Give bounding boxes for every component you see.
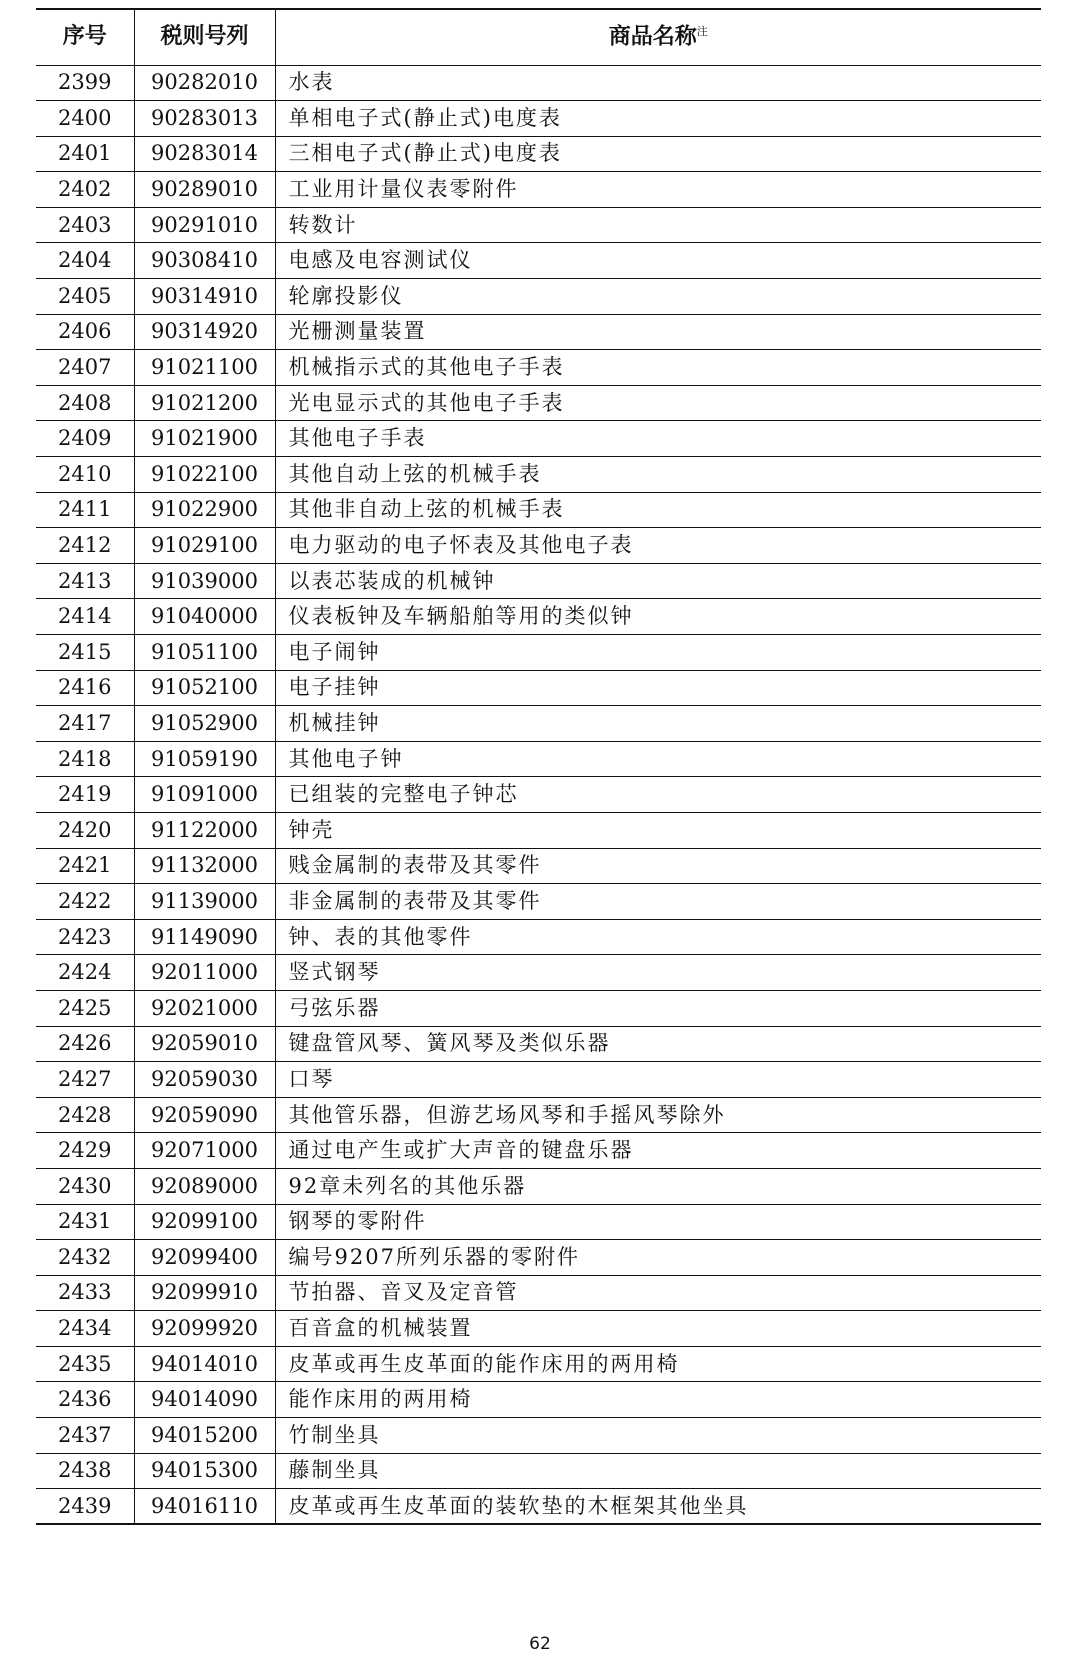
row-name: 单相电子式(静止式)电度表 — [275, 101, 1041, 137]
row-seq: 2434 — [36, 1311, 134, 1347]
header-name-cell — [275, 9, 1041, 65]
row-seq: 2403 — [36, 207, 134, 243]
row-seq: 2404 — [36, 243, 134, 279]
row-name: 通过电产生或扩大声音的键盘乐器 — [275, 1133, 1041, 1169]
row-name: 非金属制的表带及其零件 — [275, 884, 1041, 920]
row-seq: 2425 — [36, 990, 134, 1026]
row-name: 口琴 — [275, 1062, 1041, 1098]
table-row — [36, 635, 1041, 671]
table-row — [36, 1311, 1041, 1347]
row-name: 贱金属制的表带及其零件 — [275, 848, 1041, 884]
table-body — [36, 65, 1041, 1524]
table-row — [36, 457, 1041, 493]
row-code: 91052900 — [134, 706, 275, 742]
row-seq: 2406 — [36, 314, 134, 350]
row-code: 90283014 — [134, 136, 275, 172]
row-seq: 2429 — [36, 1133, 134, 1169]
row-seq: 2413 — [36, 563, 134, 599]
row-name: 钢琴的零附件 — [275, 1204, 1041, 1240]
header-name-note: 注 — [696, 25, 708, 39]
table-row — [36, 848, 1041, 884]
row-code: 92071000 — [134, 1133, 275, 1169]
row-seq: 2415 — [36, 635, 134, 671]
table-row — [36, 706, 1041, 742]
table-row — [36, 101, 1041, 137]
row-seq: 2433 — [36, 1275, 134, 1311]
row-name: 编号9207所列乐器的零附件 — [275, 1240, 1041, 1276]
row-name: 已组装的完整电子钟芯 — [275, 777, 1041, 813]
row-code: 90291010 — [134, 207, 275, 243]
row-name: 其他自动上弦的机械手表 — [275, 457, 1041, 493]
row-name: 轮廓投影仪 — [275, 279, 1041, 315]
row-name: 键盘管风琴、簧风琴及类似乐器 — [275, 1026, 1041, 1062]
table-row — [36, 1240, 1041, 1276]
table-row — [36, 1133, 1041, 1169]
table-row — [36, 207, 1041, 243]
row-seq: 2427 — [36, 1062, 134, 1098]
row-name: 钟、表的其他零件 — [275, 919, 1041, 955]
table-row — [36, 1062, 1041, 1098]
row-code: 94014090 — [134, 1382, 275, 1418]
row-seq: 2424 — [36, 955, 134, 991]
table-row — [36, 1346, 1041, 1382]
row-code: 91021100 — [134, 350, 275, 386]
row-code: 91052100 — [134, 670, 275, 706]
row-code: 92099400 — [134, 1240, 275, 1276]
row-name: 其他非自动上弦的机械手表 — [275, 492, 1041, 528]
row-code: 94015200 — [134, 1418, 275, 1454]
table-row — [36, 1382, 1041, 1418]
row-code: 91022900 — [134, 492, 275, 528]
table-row — [36, 1204, 1041, 1240]
row-name: 电力驱动的电子怀表及其他电子表 — [275, 528, 1041, 564]
row-code: 90308410 — [134, 243, 275, 279]
row-name: 三相电子式(静止式)电度表 — [275, 136, 1041, 172]
row-seq: 2401 — [36, 136, 134, 172]
table-row — [36, 599, 1041, 635]
row-seq: 2410 — [36, 457, 134, 493]
row-seq: 2437 — [36, 1418, 134, 1454]
row-name: 92章未列名的其他乐器 — [275, 1168, 1041, 1204]
row-name: 其他电子手表 — [275, 421, 1041, 457]
row-code: 92099910 — [134, 1275, 275, 1311]
row-name: 其他电子钟 — [275, 741, 1041, 777]
table-row — [36, 350, 1041, 386]
row-code: 92021000 — [134, 990, 275, 1026]
row-seq: 2416 — [36, 670, 134, 706]
row-code: 92059010 — [134, 1026, 275, 1062]
table-row — [36, 919, 1041, 955]
row-name: 节拍器、音叉及定音管 — [275, 1275, 1041, 1311]
table-header — [36, 9, 1041, 65]
table-row — [36, 243, 1041, 279]
page-number: 62 — [529, 1634, 551, 1654]
table-row — [36, 741, 1041, 777]
row-code: 92011000 — [134, 955, 275, 991]
row-seq: 2431 — [36, 1204, 134, 1240]
row-name: 弓弦乐器 — [275, 990, 1041, 1026]
table-row — [36, 279, 1041, 315]
row-code: 91132000 — [134, 848, 275, 884]
table-row — [36, 777, 1041, 813]
row-name: 工业用计量仪表零附件 — [275, 172, 1041, 208]
row-code: 91091000 — [134, 777, 275, 813]
row-seq: 2420 — [36, 812, 134, 848]
row-seq: 2400 — [36, 101, 134, 137]
row-code: 94014010 — [134, 1346, 275, 1382]
table-row — [36, 492, 1041, 528]
row-code: 91029100 — [134, 528, 275, 564]
row-seq: 2436 — [36, 1382, 134, 1418]
table-row — [36, 1097, 1041, 1133]
row-code: 91040000 — [134, 599, 275, 635]
row-seq: 2426 — [36, 1026, 134, 1062]
table-row — [36, 884, 1041, 920]
row-code: 91039000 — [134, 563, 275, 599]
table-row — [36, 65, 1041, 101]
row-code: 92059090 — [134, 1097, 275, 1133]
row-code: 91021900 — [134, 421, 275, 457]
row-code: 91051100 — [134, 635, 275, 671]
row-code: 94016110 — [134, 1489, 275, 1525]
row-code: 90282010 — [134, 65, 275, 101]
row-name: 藤制坐具 — [275, 1453, 1041, 1489]
row-code: 92059030 — [134, 1062, 275, 1098]
table-row — [36, 1418, 1041, 1454]
table-row — [36, 172, 1041, 208]
table-row — [36, 1168, 1041, 1204]
table-row — [36, 1453, 1041, 1489]
row-name: 皮革或再生皮革面的装软垫的木框架其他坐具 — [275, 1489, 1041, 1525]
row-name: 以表芯装成的机械钟 — [275, 563, 1041, 599]
header-seq: 序号 — [36, 9, 134, 65]
row-seq: 2421 — [36, 848, 134, 884]
row-seq: 2419 — [36, 777, 134, 813]
row-name: 电子挂钟 — [275, 670, 1041, 706]
header-row — [36, 9, 1041, 65]
row-code: 91149090 — [134, 919, 275, 955]
row-code: 91139000 — [134, 884, 275, 920]
table-row — [36, 136, 1041, 172]
row-seq: 2411 — [36, 492, 134, 528]
row-name: 仪表板钟及车辆船舶等用的类似钟 — [275, 599, 1041, 635]
row-name: 竖式钢琴 — [275, 955, 1041, 991]
row-name: 竹制坐具 — [275, 1418, 1041, 1454]
table-row — [36, 1026, 1041, 1062]
row-code: 90289010 — [134, 172, 275, 208]
row-seq: 2402 — [36, 172, 134, 208]
row-code: 91059190 — [134, 741, 275, 777]
row-name: 其他管乐器，但游艺场风琴和手摇风琴除外 — [275, 1097, 1041, 1133]
row-seq: 2405 — [36, 279, 134, 315]
row-name: 光电显示式的其他电子手表 — [275, 385, 1041, 421]
row-seq: 2438 — [36, 1453, 134, 1489]
row-seq: 2430 — [36, 1168, 134, 1204]
row-seq: 2435 — [36, 1346, 134, 1382]
row-code: 91122000 — [134, 812, 275, 848]
header-name: 商品名称 — [608, 24, 697, 50]
row-seq: 2414 — [36, 599, 134, 635]
row-seq: 2417 — [36, 706, 134, 742]
row-seq: 2409 — [36, 421, 134, 457]
row-seq: 2428 — [36, 1097, 134, 1133]
table-row — [36, 528, 1041, 564]
row-seq: 2412 — [36, 528, 134, 564]
header-code: 税则号列 — [134, 9, 275, 65]
row-name: 水表 — [275, 65, 1041, 101]
table-row — [36, 1489, 1041, 1525]
row-name: 机械指示式的其他电子手表 — [275, 350, 1041, 386]
table-row — [36, 1275, 1041, 1311]
table-row — [36, 670, 1041, 706]
row-seq: 2407 — [36, 350, 134, 386]
row-name: 电子闹钟 — [275, 635, 1041, 671]
row-seq: 2432 — [36, 1240, 134, 1276]
table-row — [36, 314, 1041, 350]
row-name: 钟壳 — [275, 812, 1041, 848]
table-row — [36, 955, 1041, 991]
table-row — [36, 421, 1041, 457]
row-code: 90314920 — [134, 314, 275, 350]
row-name: 光栅测量装置 — [275, 314, 1041, 350]
row-seq: 2418 — [36, 741, 134, 777]
row-seq: 2423 — [36, 919, 134, 955]
row-code: 90314910 — [134, 279, 275, 315]
row-code: 92099100 — [134, 1204, 275, 1240]
row-seq: 2422 — [36, 884, 134, 920]
row-name: 机械挂钟 — [275, 706, 1041, 742]
row-name: 能作床用的两用椅 — [275, 1382, 1041, 1418]
row-seq: 2439 — [36, 1489, 134, 1525]
table-row — [36, 563, 1041, 599]
table-row — [36, 812, 1041, 848]
row-code: 94015300 — [134, 1453, 275, 1489]
table-row — [36, 385, 1041, 421]
row-name: 皮革或再生皮革面的能作床用的两用椅 — [275, 1346, 1041, 1382]
row-code: 90283013 — [134, 101, 275, 137]
row-seq: 2408 — [36, 385, 134, 421]
row-name: 电感及电容测试仪 — [275, 243, 1041, 279]
row-code: 91021200 — [134, 385, 275, 421]
row-code: 92099920 — [134, 1311, 275, 1347]
row-name: 百音盒的机械装置 — [275, 1311, 1041, 1347]
tariff-table — [36, 8, 1041, 1525]
row-code: 91022100 — [134, 457, 275, 493]
row-seq: 2399 — [58, 70, 112, 95]
table-row — [36, 990, 1041, 1026]
row-code: 92089000 — [134, 1168, 275, 1204]
row-name: 转数计 — [275, 207, 1041, 243]
